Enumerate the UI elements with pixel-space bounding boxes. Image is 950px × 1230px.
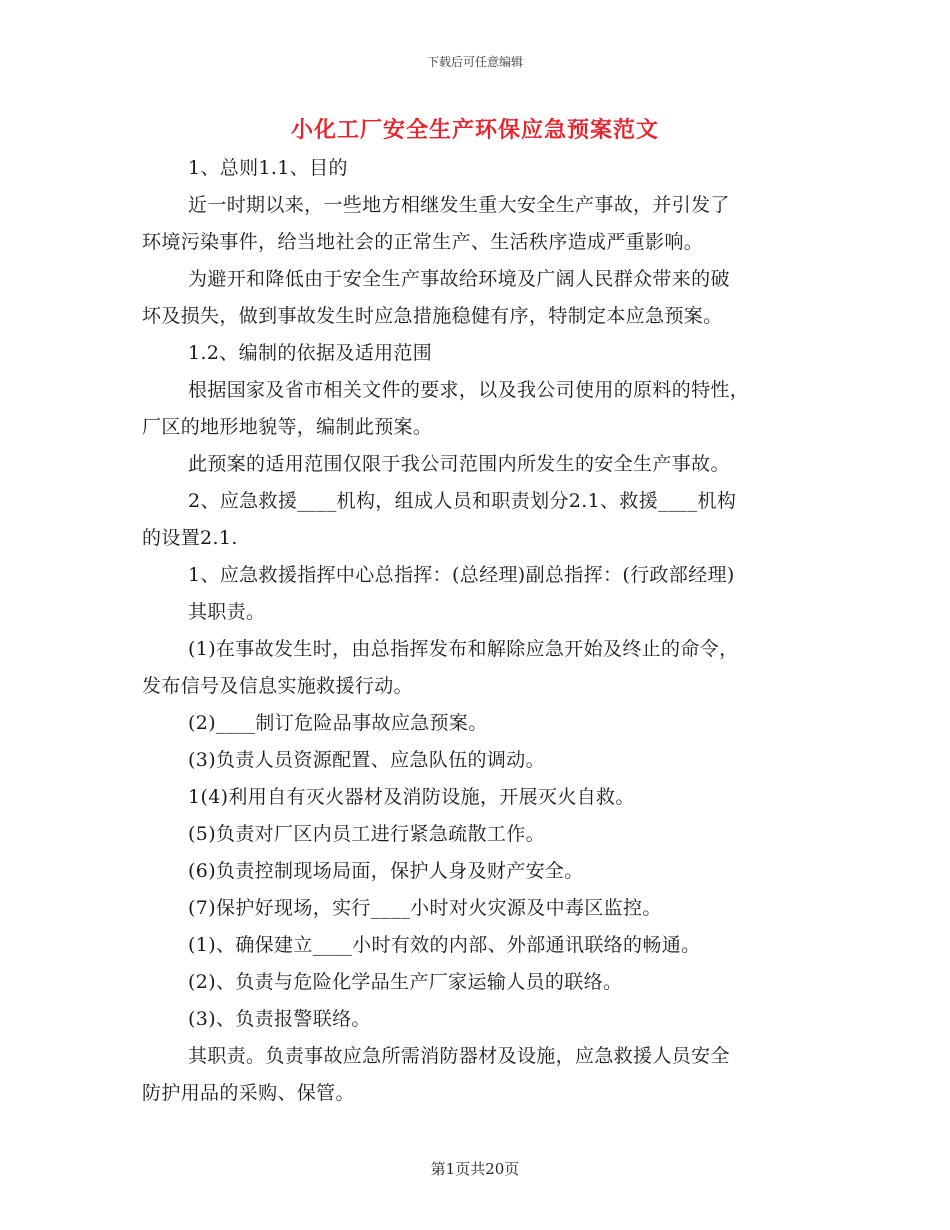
text-line: 其职责。 [188,601,266,623]
text-line: (1)、确保建立____小时有效的内部、外部通讯联络的畅通。 [188,934,701,956]
text-line: 此预案的适用范围仅限于我公司范围内所发生的安全生产事故。 [188,453,730,475]
text-line: 1、总则1.1、目的 [188,157,348,179]
document-body [142,150,814,1112]
text-line: (3)负责人员资源配置、应急队伍的调动。 [188,749,545,771]
text-line: 根据国家及省市相关文件的要求，以及我公司使用的原料的特性， [188,379,750,401]
text-line: 厂区的地形地貌等，编制此预案。 [142,416,433,438]
text-line: (7)保护好现场，实行____小时对火灾源及中毒区监控。 [188,897,662,919]
text-line: 近一时期以来，一些地方相继发生重大安全生产事故，并引发了 [188,194,730,216]
page-header: 下载后可任意编辑 [426,55,523,69]
text-line: 发布信号及信息实施救援行动。 [142,675,413,697]
page-footer: 第1页共20页 [430,1160,520,1178]
text-line: (3)、负责报警联络。 [188,1008,371,1030]
text-line: 防护用品的采购、保管。 [142,1082,355,1104]
text-line: (1)在事故发生时，由总指挥发布和解除应急开始及终止的命令， [188,638,739,660]
text-line: (5)负责对厂区内员工进行紧急疏散工作。 [188,823,545,845]
text-line: 1.2、编制的依据及适用范围 [188,342,433,364]
text-line: (2)____制订危险品事故应急预案。 [188,712,488,734]
text-line: 为避开和降低由于安全生产事故给环境及广阔人民群众带来的破 [188,268,730,290]
text-line: (6)负责控制现场局面，保护人身及财产安全。 [188,860,584,882]
text-line: 坏及损失，做到事故发生时应急措施稳健有序，特制定本应急预案。 [142,305,723,327]
text-line: 1(4)利用自有灭火器材及消防设施，开展灭火自救。 [188,786,635,808]
text-line: (2)、负责与危险化学品生产厂家运输人员的联络。 [188,971,623,993]
text-line: 环境污染事件，给当地社会的正常生产、生活秩序造成严重影响。 [142,231,704,253]
text-line: 的设置2.1. [142,527,238,549]
text-line: 2、应急救援____机构，组成人员和职责划分2.1、救援____机构 [188,490,737,512]
text-line: 其职责。负责事故应急所需消防器材及设施，应急救援人员安全 [188,1045,730,1067]
document-title: 小化工厂安全生产环保应急预案范文 [290,117,659,143]
text-line: 1、应急救援指挥中心总指挥：(总经理)副总指挥：(行政部经理) [188,564,735,586]
